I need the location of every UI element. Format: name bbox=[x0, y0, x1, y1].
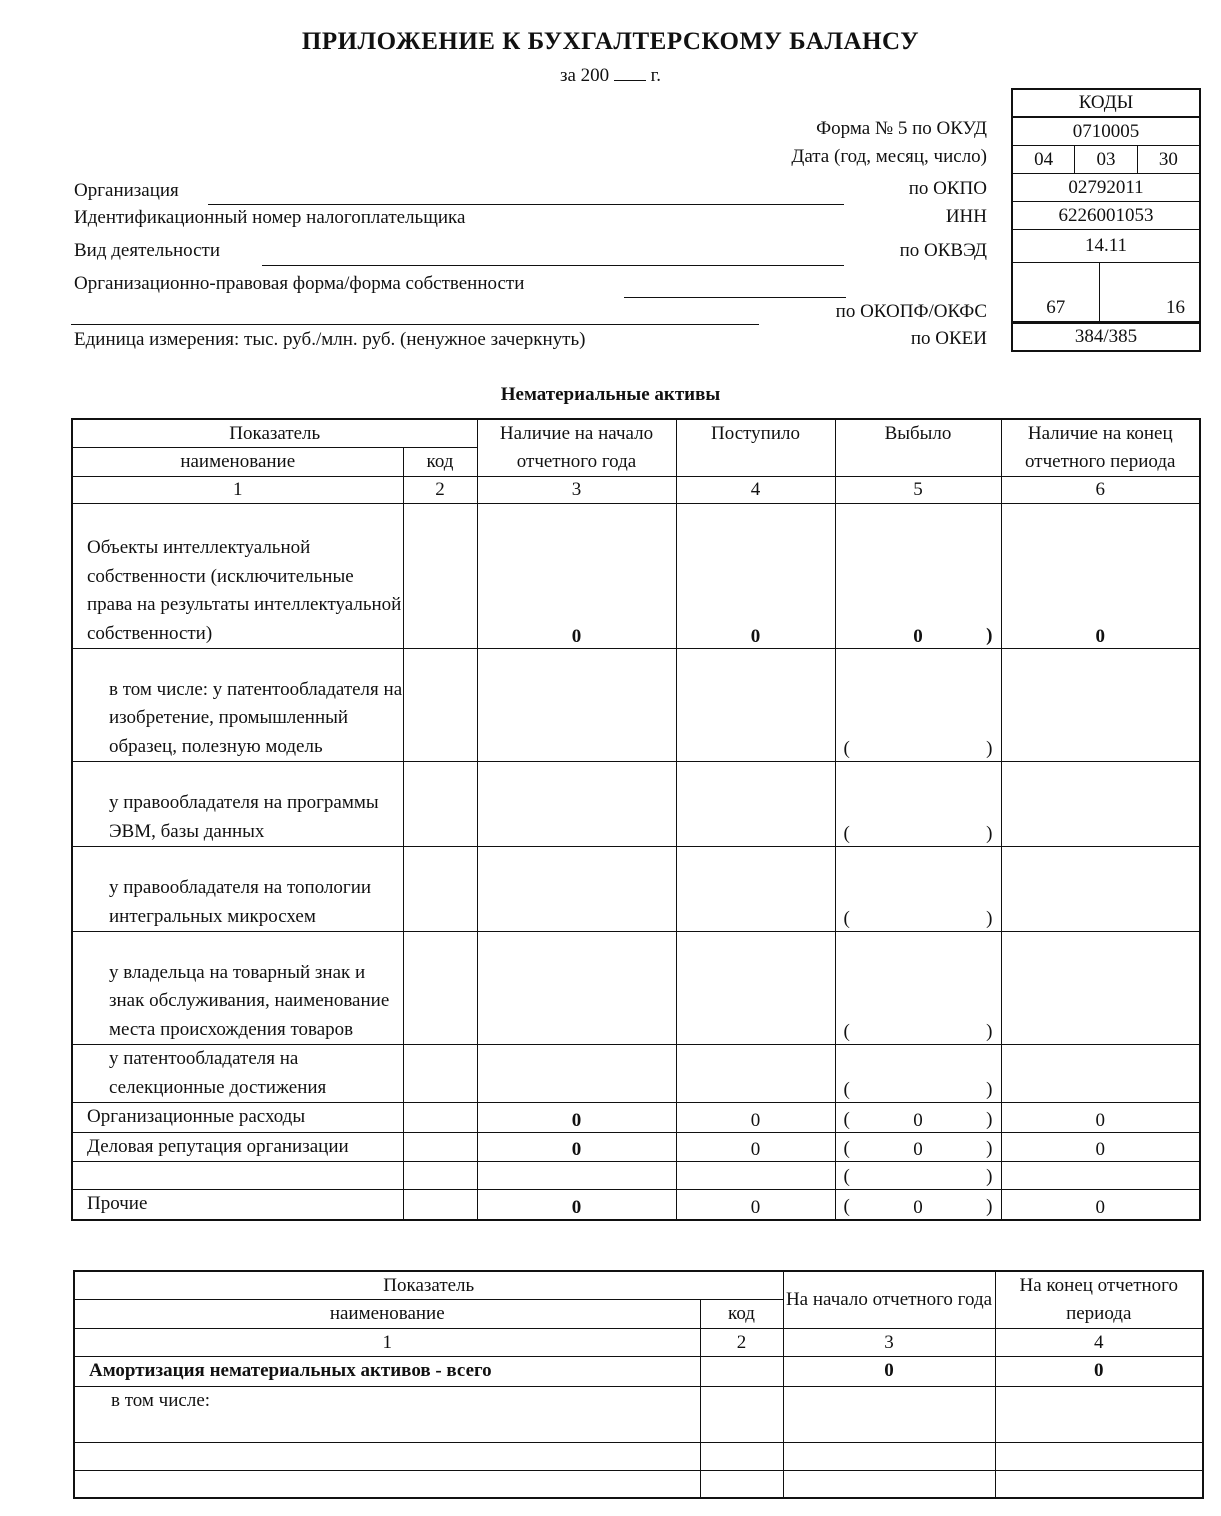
table-row bbox=[72, 1162, 1200, 1190]
code-okopf-okfs bbox=[1013, 263, 1199, 322]
row-out[interactable]: ( ) bbox=[835, 1162, 1001, 1190]
row-name: Объекты интеллектуальной собственности (исключительные права на результаты интеллектуальной собственности) bbox=[72, 504, 403, 649]
code-date-day: 30 bbox=[1158, 149, 1178, 170]
row-start[interactable]: 0 bbox=[783, 1357, 995, 1387]
row-code[interactable] bbox=[700, 1442, 783, 1470]
row-end[interactable] bbox=[995, 1470, 1203, 1498]
row-name: у правообладателя на топологии интегральных микросхем bbox=[72, 847, 403, 932]
row-in[interactable]: 0 bbox=[676, 1103, 835, 1133]
row-end[interactable] bbox=[1001, 932, 1200, 1045]
table-row bbox=[74, 1386, 1203, 1442]
table2-header-row-1 bbox=[74, 1271, 1203, 1300]
t2-colnum: 3 bbox=[783, 1329, 995, 1357]
row-in[interactable] bbox=[676, 932, 835, 1045]
table-row bbox=[72, 649, 1200, 762]
t2-h-indicator: Показатель bbox=[74, 1271, 783, 1300]
row-in[interactable]: 0 bbox=[676, 504, 835, 649]
row-code[interactable] bbox=[403, 1162, 477, 1190]
row-end[interactable]: 0 bbox=[1001, 1103, 1200, 1133]
label-date: Дата (год, месяц, число) bbox=[791, 146, 987, 167]
row-out[interactable]: ) 0 bbox=[835, 504, 1001, 649]
t1-h-in: Поступило bbox=[676, 419, 835, 477]
table-row bbox=[72, 1045, 1200, 1103]
row-code[interactable] bbox=[403, 1132, 477, 1162]
row-code[interactable] bbox=[403, 504, 477, 649]
table1-colnums-row bbox=[72, 477, 1200, 504]
row-end[interactable] bbox=[995, 1386, 1203, 1442]
code-date bbox=[1013, 146, 1199, 174]
t1-colnum: 4 bbox=[676, 477, 835, 504]
code-inn: 6226001053 bbox=[1013, 202, 1199, 230]
row-code[interactable] bbox=[403, 1103, 477, 1133]
table-row bbox=[72, 1132, 1200, 1162]
row-end[interactable]: 0 bbox=[995, 1357, 1203, 1387]
activity-field[interactable] bbox=[262, 265, 844, 266]
label-forma: Форма № 5 по ОКУД bbox=[816, 118, 987, 139]
t1-colnum: 1 bbox=[72, 477, 403, 504]
row-code[interactable] bbox=[700, 1357, 783, 1387]
row-end[interactable] bbox=[1001, 1045, 1200, 1103]
row-name: Деловая репутация организации bbox=[72, 1132, 403, 1162]
table-row bbox=[74, 1357, 1203, 1387]
t1-h-end: Наличие на конец отчетного периода bbox=[1001, 419, 1200, 477]
row-start[interactable]: 0 bbox=[477, 1190, 676, 1220]
row-in[interactable]: 0 bbox=[676, 1132, 835, 1162]
row-end[interactable]: 0 bbox=[1001, 504, 1200, 649]
t2-h-name: наименование bbox=[74, 1300, 700, 1329]
row-start[interactable] bbox=[477, 1045, 676, 1103]
table-row bbox=[74, 1470, 1203, 1498]
t1-h-start: Наличие на начало отчетного года bbox=[477, 419, 676, 477]
row-code[interactable] bbox=[403, 932, 477, 1045]
row-end[interactable] bbox=[1001, 762, 1200, 847]
table-row bbox=[74, 1442, 1203, 1470]
table-row bbox=[72, 504, 1200, 649]
label-unit: Единица измерения: тыс. руб./млн. руб. (ненужное зачеркнуть) bbox=[74, 329, 586, 350]
row-name[interactable] bbox=[74, 1442, 700, 1470]
row-end[interactable] bbox=[1001, 847, 1200, 932]
row-start[interactable]: 0 bbox=[477, 504, 676, 649]
code-okved: 14.11 bbox=[1013, 230, 1199, 263]
row-in[interactable] bbox=[676, 649, 835, 762]
code-okud: 0710005 bbox=[1013, 118, 1199, 146]
code-okpo: 02792011 bbox=[1013, 174, 1199, 202]
t1-h-indicator: Показатель bbox=[72, 419, 477, 448]
row-end[interactable] bbox=[1001, 649, 1200, 762]
row-out[interactable]: ( ) bbox=[835, 649, 1001, 762]
t1-h-code: код bbox=[403, 448, 477, 477]
legal-form-field-line2[interactable] bbox=[71, 324, 759, 325]
table-row bbox=[72, 1190, 1200, 1220]
row-start[interactable]: 0 bbox=[477, 1103, 676, 1133]
t1-h-out: Выбыло bbox=[835, 419, 1001, 477]
intangible-assets-table bbox=[71, 418, 1201, 1221]
row-in[interactable] bbox=[676, 762, 835, 847]
row-in[interactable] bbox=[676, 1162, 835, 1190]
row-code[interactable] bbox=[403, 1045, 477, 1103]
row-code[interactable] bbox=[700, 1470, 783, 1498]
code-okfs: 16 bbox=[1166, 297, 1185, 318]
t2-colnum: 4 bbox=[995, 1329, 1203, 1357]
table-row bbox=[72, 762, 1200, 847]
row-code[interactable] bbox=[403, 847, 477, 932]
label-inn-full: Идентификационный номер налогоплательщика bbox=[74, 207, 466, 228]
t1-colnum: 6 bbox=[1001, 477, 1200, 504]
row-end[interactable] bbox=[995, 1442, 1203, 1470]
row-in[interactable] bbox=[676, 847, 835, 932]
row-out[interactable]: ( ) bbox=[835, 847, 1001, 932]
row-start[interactable] bbox=[783, 1470, 995, 1498]
row-name: у правообладателя на программы ЭВМ, базы данных bbox=[72, 762, 403, 847]
code-date-month: 03 bbox=[1075, 146, 1137, 173]
t2-colnum: 2 bbox=[700, 1329, 783, 1357]
label-inn: ИНН bbox=[945, 206, 987, 227]
table1-header-row-1 bbox=[72, 419, 1200, 448]
t1-h-name: наименование bbox=[72, 448, 403, 477]
row-code[interactable] bbox=[403, 649, 477, 762]
page-title: ПРИЛОЖЕНИЕ К БУХГАЛТЕРСКОМУ БАЛАНСУ bbox=[301, 28, 920, 55]
t2-h-code: код bbox=[700, 1300, 783, 1329]
t2-colnum: 1 bbox=[74, 1329, 700, 1357]
row-end[interactable]: 0 bbox=[1001, 1132, 1200, 1162]
row-out[interactable]: ( ) bbox=[835, 1045, 1001, 1103]
row-out[interactable]: ( ) bbox=[835, 932, 1001, 1045]
row-out[interactable]: ( ) 0 bbox=[835, 1103, 1001, 1133]
row-start[interactable] bbox=[477, 1162, 676, 1190]
t2-h-start: На начало отчетного года bbox=[783, 1271, 995, 1329]
code-okei: 384/385 bbox=[1013, 322, 1199, 350]
row-out[interactable]: ( ) 0 bbox=[835, 1132, 1001, 1162]
legal-form-field[interactable] bbox=[624, 297, 846, 298]
label-legal-form: Организационно-правовая форма/форма собственности bbox=[74, 273, 525, 294]
row-start[interactable]: 0 bbox=[477, 1132, 676, 1162]
row-name: Амортизация нематериальных активов - всего bbox=[74, 1357, 700, 1387]
row-start[interactable] bbox=[477, 762, 676, 847]
t1-colnum: 2 bbox=[403, 477, 477, 504]
period-suffix: г. bbox=[650, 65, 662, 86]
period-year-blank[interactable] bbox=[614, 64, 646, 81]
code-okopf: 67 bbox=[1013, 263, 1100, 321]
row-code[interactable] bbox=[403, 762, 477, 847]
row-name: в том числе: bbox=[74, 1386, 700, 1442]
row-name[interactable] bbox=[74, 1470, 700, 1498]
row-start[interactable] bbox=[783, 1386, 995, 1442]
row-start[interactable] bbox=[783, 1442, 995, 1470]
row-name: в том числе: у патентообладателя на изобретение, промышленный образец, полезную модель bbox=[72, 649, 403, 762]
row-name bbox=[72, 1162, 403, 1190]
amortization-table bbox=[73, 1270, 1204, 1499]
code-date-year: 04 bbox=[1013, 146, 1075, 173]
row-start[interactable] bbox=[477, 649, 676, 762]
label-okpo: по ОКПО bbox=[908, 178, 987, 199]
table2-colnums-row bbox=[74, 1329, 1203, 1357]
label-organization: Организация bbox=[74, 180, 179, 201]
row-name: Организационные расходы bbox=[72, 1103, 403, 1133]
organization-field[interactable] bbox=[208, 204, 844, 205]
report-period bbox=[0, 64, 1221, 87]
row-end[interactable]: 0 bbox=[1001, 1190, 1200, 1220]
label-okopf: по ОКОПФ/ОКФС bbox=[835, 301, 987, 322]
table-row bbox=[72, 847, 1200, 932]
section-title: Нематериальные активы bbox=[500, 384, 721, 405]
table-row bbox=[72, 1103, 1200, 1133]
t2-h-end: На конец отчетного периода bbox=[995, 1271, 1203, 1329]
row-code[interactable] bbox=[403, 1190, 477, 1220]
codes-box bbox=[1011, 88, 1201, 352]
table-row bbox=[72, 932, 1200, 1045]
row-name: Прочие bbox=[72, 1190, 403, 1220]
row-out[interactable]: ( ) 0 bbox=[835, 1190, 1001, 1220]
t1-colnum: 5 bbox=[835, 477, 1001, 504]
row-in[interactable] bbox=[676, 1045, 835, 1103]
label-activity: Вид деятельности bbox=[74, 240, 221, 261]
row-out[interactable]: ( ) bbox=[835, 762, 1001, 847]
row-end[interactable] bbox=[1001, 1162, 1200, 1190]
row-start[interactable] bbox=[477, 847, 676, 932]
label-okved: по ОКВЭД bbox=[899, 240, 987, 261]
row-code[interactable] bbox=[700, 1386, 783, 1442]
codes-header: КОДЫ bbox=[1013, 90, 1199, 118]
label-okei: по ОКЕИ bbox=[910, 328, 987, 349]
row-name: у владельца на товарный знак и знак обслуживания, наименование места происхождения товаров bbox=[72, 932, 403, 1045]
row-start[interactable] bbox=[477, 932, 676, 1045]
row-name: у патентообладателя на селекционные достижения bbox=[72, 1045, 403, 1103]
period-prefix: за 200 bbox=[559, 65, 610, 86]
t1-colnum: 3 bbox=[477, 477, 676, 504]
row-in[interactable]: 0 bbox=[676, 1190, 835, 1220]
